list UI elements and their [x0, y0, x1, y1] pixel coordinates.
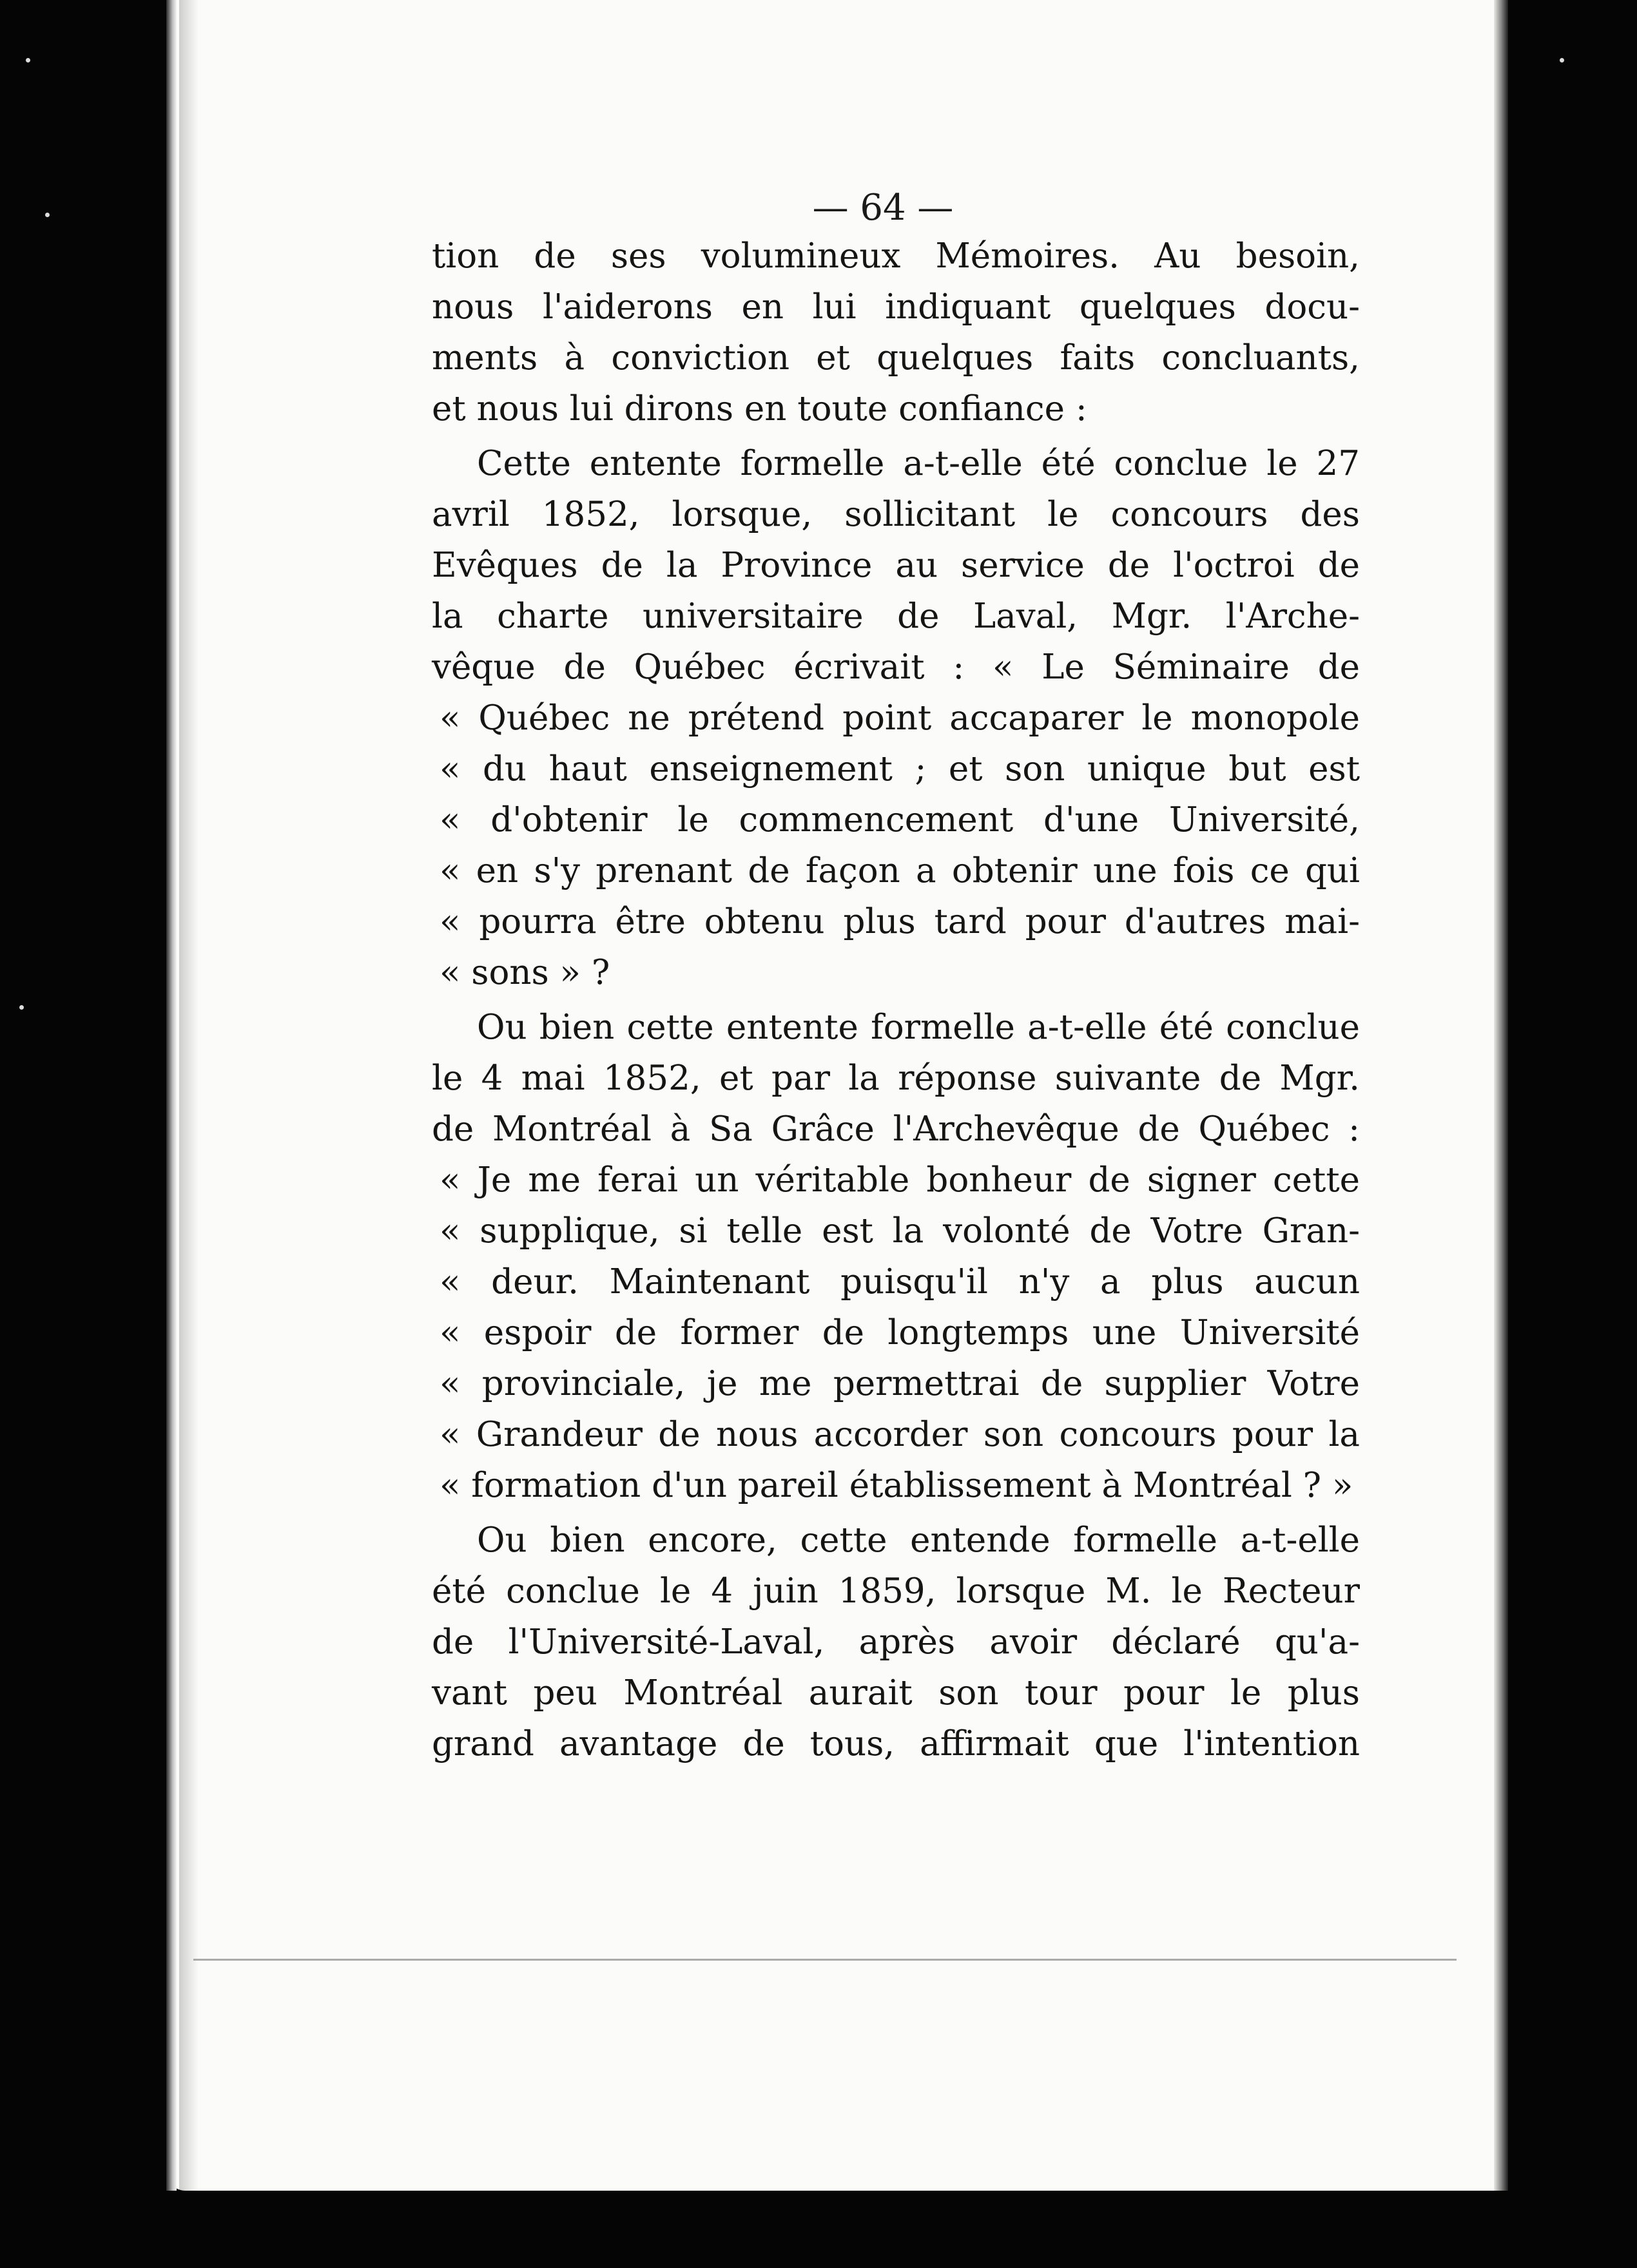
- text-line: « deur. Maintenant puisqu'il n'y a plus aucun: [440, 1262, 1360, 1302]
- text-line: nous l'aiderons en lui indiquant quelques docu-: [432, 287, 1360, 327]
- text-line: avril 1852, lorsque, sollicitant le concours des: [432, 495, 1360, 534]
- scan-speck: [19, 1005, 24, 1010]
- page-fold-line: [193, 1959, 1457, 1968]
- scan-speck: [45, 213, 50, 217]
- text-line: le 4 mai 1852, et par la réponse suivante de Mgr.: [432, 1059, 1360, 1098]
- text-line: « Je me ferai un véritable bonheur de signer cette: [440, 1160, 1360, 1200]
- text-line: ments à conviction et quelques faits concluants,: [432, 338, 1360, 378]
- text-line: « en s'y prenant de façon a obtenir une fois ce qui: [440, 851, 1360, 890]
- text-line: vant peu Montréal aurait son tour pour le plus: [432, 1673, 1360, 1713]
- scan-speck: [26, 58, 30, 62]
- text-line: tion de ses volumineux Mémoires. Au besoin,: [432, 236, 1360, 276]
- text-line: Cette entente formelle a-t-elle été conclue le 27: [477, 444, 1360, 483]
- text-line: vêque de Québec écrivait : « Le Séminaire de: [432, 648, 1360, 687]
- text-line: Ou bien encore, cette entende formelle a-t-elle: [477, 1521, 1360, 1560]
- text-line: « Québec ne prétend point accaparer le monopole: [440, 698, 1360, 738]
- text-line: « espoir de former de longtemps une Université: [440, 1313, 1360, 1352]
- scan-speck: [1560, 58, 1564, 62]
- text-line: la charte universitaire de Laval, Mgr. l'Arche-: [432, 597, 1360, 636]
- text-line: « du haut enseignement ; et son unique but est: [440, 749, 1360, 789]
- text-line: de Montréal à Sa Grâce l'Archevêque de Québec :: [432, 1110, 1360, 1149]
- text-line: « d'obtenir le commencement d'une Université,: [440, 800, 1360, 840]
- text-line: « formation d'un pareil établissement à Montréal ? »: [440, 1466, 1353, 1505]
- text-line: Ou bien cette entente formelle a-t-elle été conclue: [477, 1008, 1360, 1047]
- body-text: [432, 231, 1360, 1769]
- text-line: de l'Université-Laval, après avoir déclaré qu'a-: [432, 1622, 1360, 1662]
- page-left-edge: [166, 0, 177, 2191]
- text-line: été conclue le 4 juin 1859, lorsque M. le Recteur: [432, 1571, 1360, 1611]
- text-line: et nous lui dirons en toute confiance :: [432, 389, 1087, 428]
- text-line: « provinciale, je me permettrai de supplier Votre: [440, 1364, 1360, 1403]
- binding-shadow: [179, 0, 199, 2191]
- text-line: « sons » ?: [440, 953, 610, 992]
- text-line: « Grandeur de nous accorder son concours pour la: [440, 1415, 1360, 1454]
- text-line: grand avantage de tous, affirmait que l'intention: [432, 1724, 1360, 1763]
- text-line: Evêques de la Province au service de l'octroi de: [432, 546, 1360, 585]
- page-right-edge: [1494, 0, 1508, 2191]
- text-line: « pourra être obtenu plus tard pour d'autres mai-: [440, 902, 1360, 941]
- text-line: « supplique, si telle est la volonté de Votre Gran-: [440, 1211, 1360, 1251]
- page-number: — 64 —: [812, 187, 954, 229]
